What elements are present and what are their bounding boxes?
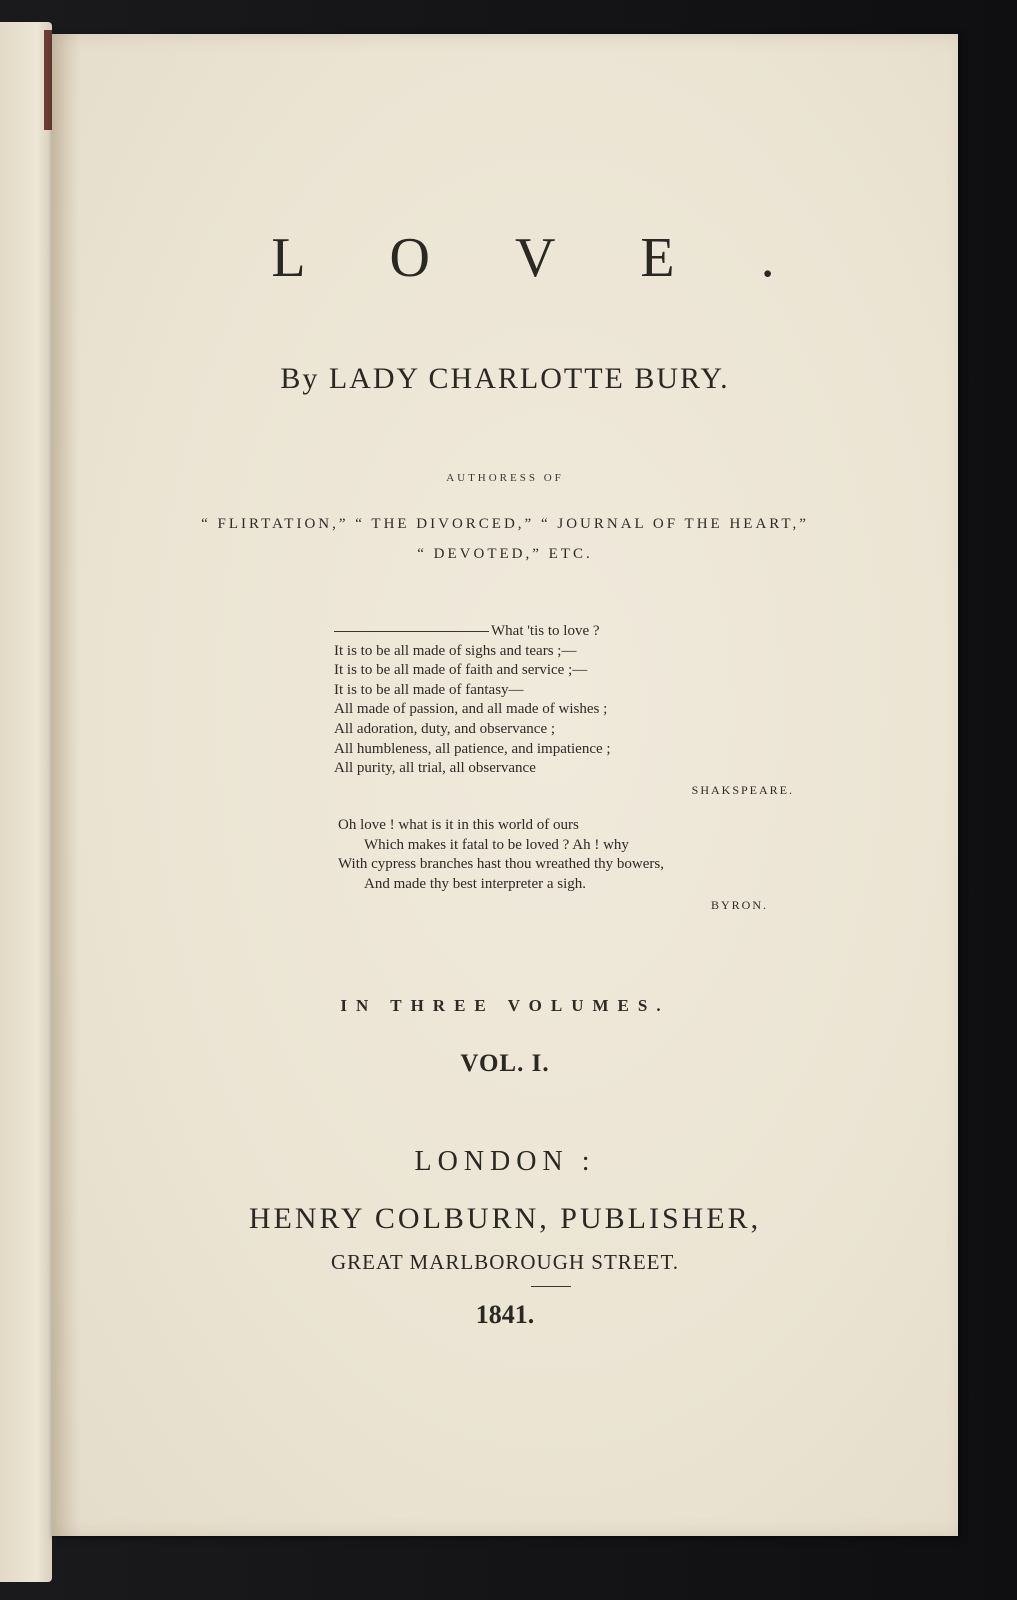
previous-works xyxy=(52,509,958,569)
epigraph-line: It is to be all made of sighs and tears ;— xyxy=(334,642,577,659)
imprint-publisher: HENRY COLBURN, PUBLISHER, xyxy=(248,1202,762,1235)
book-title: L O V E . xyxy=(271,227,811,289)
epigraph-line: All made of passion, and all made of wishes ; xyxy=(334,701,608,718)
volume-number: VOL. I. xyxy=(460,1050,550,1077)
epigraph-line: Which makes it fatal to be loved ? Ah ! why xyxy=(364,836,629,853)
epigraph-attribution: BYRON. xyxy=(710,898,768,913)
epigraph-line: All humbleness, all patience, and impatience ; xyxy=(334,740,611,757)
epigraph-byron xyxy=(338,816,768,916)
divider-rule xyxy=(531,1286,571,1287)
title-page xyxy=(52,34,958,1536)
epigraph-line: With cypress branches hast thou wreathed thy bowers, xyxy=(338,856,664,873)
previous-works-line-1: “ FLIRTATION,” “ THE DIVORCED,” “ JOURNAL OF THE HEART,” xyxy=(201,516,809,532)
previous-works-line-2: “ DEVOTED,” ETC. xyxy=(417,546,593,562)
epigraph-attribution: SHAKSPEARE. xyxy=(691,782,794,797)
epigraph-line: It is to be all made of faith and service ;— xyxy=(334,662,588,679)
epigraph-line: What 'tis to love ? xyxy=(334,622,794,642)
epigraph-line: All adoration, duty, and observance ; xyxy=(334,720,556,737)
epigraph-line: And made thy best interpreter a sigh. xyxy=(364,875,587,892)
imprint-year: 1841. xyxy=(475,1300,535,1329)
epigraph-line: Oh love ! what is it in this world of ours xyxy=(338,817,579,833)
facing-page-edge xyxy=(0,22,52,1582)
authoress-of-label: AUTHORESS OF xyxy=(446,472,564,484)
epigraph-line: It is to be all made of fantasy— xyxy=(334,681,524,698)
epigraph-line: All purity, all trial, all observance xyxy=(334,760,536,777)
dash-rule xyxy=(334,631,489,632)
epigraph-shakespeare xyxy=(334,622,794,800)
binding-spine xyxy=(44,30,52,130)
volumes-note: IN THREE VOLUMES. xyxy=(340,996,670,1015)
imprint-street: GREAT MARLBOROUGH STREET. xyxy=(331,1250,679,1274)
author-byline: By LADY CHARLOTTE BURY. xyxy=(280,362,730,395)
imprint-city: LONDON : xyxy=(414,1146,596,1177)
